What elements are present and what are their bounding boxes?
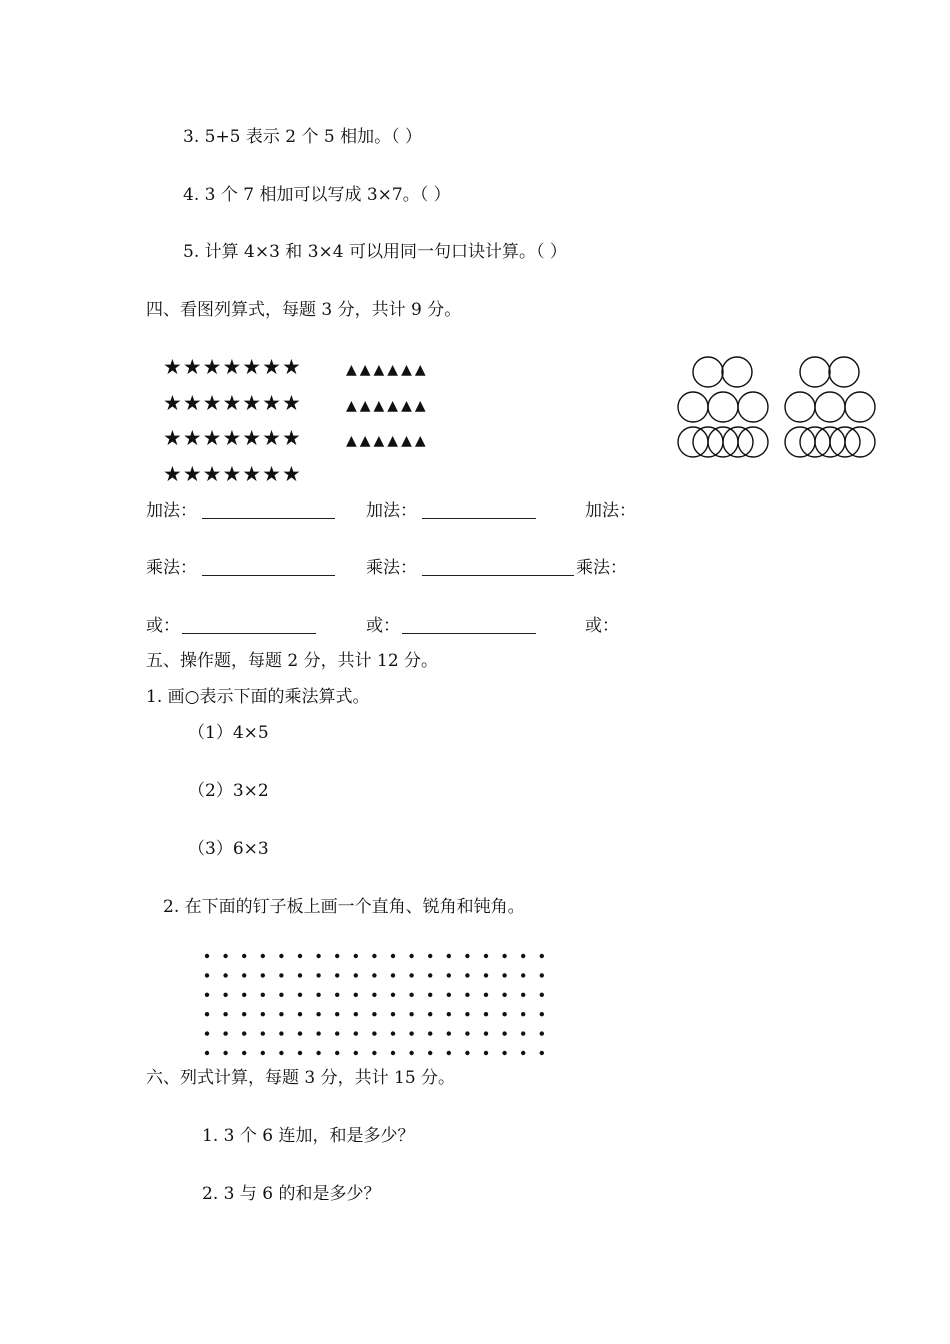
nail-dot [242,993,246,997]
nail-dot [298,1051,302,1055]
nail-dot [279,954,283,958]
or-label-2: 或： [366,616,400,636]
nail-dot [223,973,227,977]
nail-dot [279,1031,283,1035]
nail-dot [391,993,395,997]
nail-dot [428,993,432,997]
nail-dot [447,1051,451,1055]
nail-dot [502,1051,506,1055]
nail-dot [298,973,302,977]
question-3: 3. 5+5 表示 2 个 5 相加。（ ） [183,127,423,147]
nail-dot [521,993,525,997]
section-5-title: 五、操作题，每题 2 分，共计 12 分。 [146,651,439,671]
nail-dot [242,1012,246,1016]
nail-dot [447,1012,451,1016]
nail-dot [502,1031,506,1035]
nail-dot [298,1031,302,1035]
nail-dot [316,973,320,977]
triangles-row-2: ▲▲▲▲▲▲ [346,398,429,414]
nail-dot [428,1012,432,1016]
nail-dot [354,1012,358,1016]
section-5-q1-item-3: （3）6×3 [188,839,269,859]
nail-dot [428,954,432,958]
nail-dot [223,1012,227,1016]
circle [678,392,708,422]
nail-dot [484,1051,488,1055]
circle [845,392,875,422]
stars-row-4: ★★★★★★★ [163,462,302,486]
nail-dot [502,954,506,958]
nail-dot [316,1051,320,1055]
nail-dot [242,1031,246,1035]
nail-dot [447,954,451,958]
mul-label-2: 乘法： [366,558,417,578]
nail-dot [521,954,525,958]
circles-figure [670,350,885,465]
nail-board[interactable] [195,948,545,1058]
section-6-q2: 2. 3 与 6 的和是多少？ [202,1184,381,1204]
nail-dot [540,973,544,977]
nail-dot [484,1031,488,1035]
nail-dot [354,1031,358,1035]
nail-dot [223,993,227,997]
nail-dot [409,993,413,997]
nail-dot [223,954,227,958]
nail-dot [447,993,451,997]
nail-dot [335,954,339,958]
nail-dot [372,1051,376,1055]
nail-dot [502,973,506,977]
nail-dot [354,954,358,958]
nail-dot [484,1012,488,1016]
circle [829,357,859,387]
nail-dot [205,1031,209,1035]
nail-dot [502,1012,506,1016]
nail-dot [335,1051,339,1055]
nail-dot [354,973,358,977]
nail-dot [465,1012,469,1016]
nail-dot [279,1051,283,1055]
nail-dot [261,993,265,997]
nail-dot [279,973,283,977]
nail-dot [335,1012,339,1016]
nail-dot [391,1051,395,1055]
section-4-title: 四、看图列算式，每题 3 分，共计 9 分。 [146,300,462,320]
nail-dot [372,1012,376,1016]
nail-dot [465,1031,469,1035]
nail-dot [205,1012,209,1016]
nail-dot [484,993,488,997]
nail-dot [205,993,209,997]
stars-row-1: ★★★★★★★ [163,355,302,379]
nail-dot [391,973,395,977]
nail-dot [447,973,451,977]
section-5-q1-item-2: （2）3×2 [188,781,269,801]
stars-row-2: ★★★★★★★ [163,391,302,415]
circle [800,357,830,387]
nail-dot [335,1031,339,1035]
nail-dot [409,1012,413,1016]
add-answer-line-1[interactable] [202,502,335,519]
nail-dot [465,1051,469,1055]
nail-dot [316,954,320,958]
nail-dot [205,954,209,958]
nail-dot [521,1012,525,1016]
nail-dot [242,973,246,977]
nail-dot [223,1051,227,1055]
section-5-q1-item-1: （1）4×5 [188,723,269,743]
nail-dot [391,954,395,958]
or-answer-line-1[interactable] [182,617,316,634]
triangles-row-3: ▲▲▲▲▲▲ [346,433,429,449]
nail-dot [205,973,209,977]
mul-answer-line-1[interactable] [202,559,335,576]
nail-dot [223,1031,227,1035]
triangles-row-1: ▲▲▲▲▲▲ [346,362,429,378]
nail-dot [316,1031,320,1035]
nail-dot [372,993,376,997]
nail-dot [279,993,283,997]
nail-dot [261,1031,265,1035]
section-6-title: 六、列式计算，每题 3 分，共计 15 分。 [146,1068,456,1088]
question-4: 4. 3 个 7 相加可以写成 3×7。（ ） [183,185,451,205]
add-label-3: 加法： [585,501,636,521]
section-6-q1: 1. 3 个 6 连加，和是多少？ [202,1126,415,1146]
section-5-q1: 1. 画○表示下面的乘法算式。 [146,687,370,707]
nail-dot [428,973,432,977]
nail-dot [391,1031,395,1035]
nail-dot [372,973,376,977]
nail-dot [372,954,376,958]
nail-dot [354,993,358,997]
nail-dot [372,1031,376,1035]
nail-dot [428,1051,432,1055]
nail-dot [261,1012,265,1016]
nail-dot [261,973,265,977]
nail-dot [279,1012,283,1016]
nail-dot [409,954,413,958]
mul-answer-line-2[interactable] [422,559,574,576]
nail-dot [261,954,265,958]
nail-dot [484,973,488,977]
nail-dot [465,973,469,977]
nail-dot [316,993,320,997]
or-answer-line-2[interactable] [402,617,536,634]
nail-dot [298,993,302,997]
nail-dot [465,954,469,958]
nail-dot [521,1051,525,1055]
stars-row-3: ★★★★★★★ [163,426,302,450]
nail-dot [540,1031,544,1035]
nail-dot [316,1012,320,1016]
circle [722,357,752,387]
mul-label-1: 乘法： [146,558,197,578]
nail-dot [447,1031,451,1035]
nail-dot [409,1031,413,1035]
nail-dot [521,973,525,977]
nail-dot [242,954,246,958]
nail-dot [521,1031,525,1035]
nail-dot [242,1051,246,1055]
nail-dot [205,1051,209,1055]
nail-dot [540,954,544,958]
circle [738,392,768,422]
nail-dot [428,1031,432,1035]
nail-dot [540,993,544,997]
nail-dot [540,1012,544,1016]
mul-label-3: 乘法： [576,558,627,578]
nail-dot [540,1051,544,1055]
nail-dot [502,993,506,997]
nail-dot [465,993,469,997]
nail-dot [261,1051,265,1055]
nail-dot [409,1051,413,1055]
nail-dot [484,954,488,958]
nail-dot [298,1012,302,1016]
circle [815,392,845,422]
nail-dot [409,973,413,977]
nail-dot [391,1012,395,1016]
circle [785,392,815,422]
nail-dot [335,993,339,997]
circle [708,392,738,422]
or-label-1: 或： [146,616,180,636]
add-label-2: 加法： [366,501,417,521]
question-5: 5. 计算 4×3 和 3×4 可以用同一句口诀计算。（ ） [183,242,567,262]
circle [693,357,723,387]
section-5-q2: 2. 在下面的钉子板上画一个直角、锐角和钝角。 [163,897,525,917]
nail-dot [354,1051,358,1055]
or-label-3: 或： [585,616,619,636]
add-label-1: 加法： [146,501,197,521]
nail-dot [298,954,302,958]
add-answer-line-2[interactable] [422,502,536,519]
nail-dot [335,973,339,977]
